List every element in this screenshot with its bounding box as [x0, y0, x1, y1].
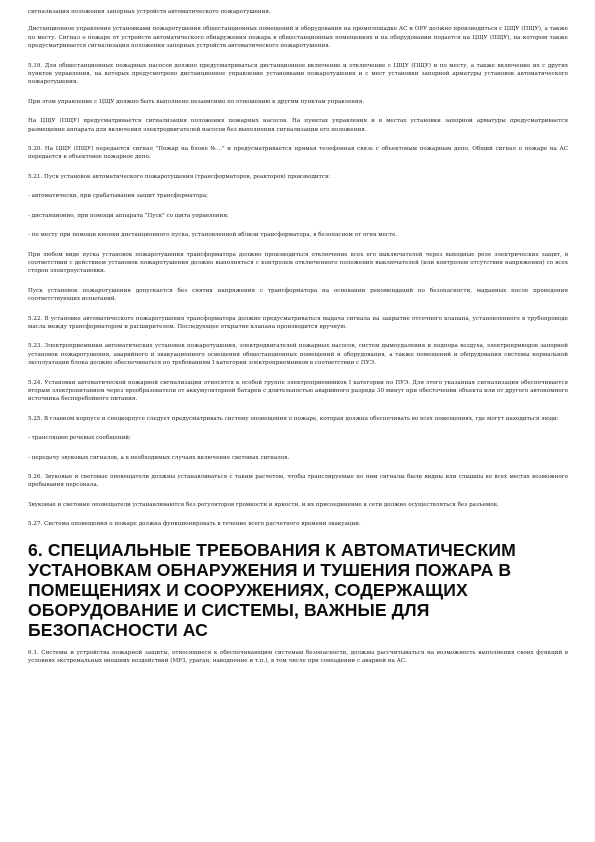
paragraph-5-27: 5.27. Система оповещения о пожаре должна функционировать в течение всего расчетного времени эвакуации.	[28, 521, 361, 528]
list-item-auto: - автоматически, при срабатывании защит трансформатора;	[28, 193, 208, 200]
paragraph-5-25: 5.25. В главном корпусе и спецкорпусе следует предусматривать систему оповещения о пожаре, которая должна обеспечивать во всех помещениях, где могут находиться люди:	[28, 415, 559, 422]
paragraph-5-24: 5.24. Установки автоматической пожарной сигнализации относятся к особой группе электроприемников I категории по ПУЭ. Для этого указанная сигнализация обеспечивается вторым электропитанием через преобразователи от аккумуляторной батареи с длительностью аварийного разряда 30 минут при обесточении объекта или от другого автономного источника бесперебойного питания.	[28, 379, 568, 403]
section-6-heading: 6. СПЕЦИАЛЬНЫЕ ТРЕБОВАНИЯ К АВТОМАТИЧЕСКИМ УСТАНОВКАМ ОБНАРУЖЕНИЯ И ТУШЕНИЯ ПОЖАРА В ПОМЕЩЕНИЯХ И СООРУЖЕНИЯХ, СОДЕРЖАЩИХ ОБОРУДОВАНИЕ И СИСТЕМЫ, ВАЖНЫЕ ДЛЯ БЕЗОПАСНОСТИ АС	[28, 539, 516, 640]
paragraph-6-1: 6.1. Системы и устройства пожарной защиты, относящиеся к обеспечивающим системам безопасности, должны рассчитываться на возможность выполнения своих функций в условиях экстремальных внешних воздействий (МРЗ, ураган, наводнение и т.п.), в том числе при совпадении с аварией на АС.	[28, 649, 568, 665]
list-item-signals: - передачу звуковых сигналов, а в необходимых случаях включение световых сигналов.	[28, 454, 290, 461]
paragraph-5-22: 5.22. В установке автоматического пожаротушения трансформатора должно предусматриваться выдача сигнала на закрытие отсечного клапана, установленного в трубопроводе масла между трансформатором и расширителем. Последующее открытие клапана производится вручную.	[28, 315, 568, 330]
paragraph-8: Звуковые и световые оповещатели устанавливаются без регуляторов громкости и яркости, и их присоединение к сети должно осуществляться без разъемов.	[28, 501, 499, 508]
paragraph-5-20: 5.20. На ЦЩУ (ПЩУ) передается сигнал "Пожар на блоке №..." и предусматривается прямая телефонная связь с объектовым пожарным депо. Общий сигнал о пожаре на АС передается в объектовое пожарное депо.	[28, 146, 568, 161]
document-page	[28, 8, 568, 676]
paragraph-5-19: 5.19. Для общестанционных пожарных насосов должно предусматриваться дистанционное включение и отключение с ЦЩУ (ПЩУ) и по месту, а также включение их с других пунктов управления, на которых предусмотрено дистанционное управление установками пожаротушения и с мест установки запорной арматуры установок автоматического пожаротушения.	[28, 62, 568, 86]
paragraph-6: При любом виде пуска установок пожаротушения трансформатора должно производиться отключение всех его выключателей через выходные реле электрических защит, в соответствии с действием установок пожаротушения должно выполняться с контролем отключенного положения выключателей (или контролем отсутствия напряжения) со всех сторон электроустановки.	[28, 251, 568, 275]
paragraph-1: сигнализация положения запорных устройств автоматического пожаротушения.	[28, 9, 271, 15]
paragraph-2: Дистанционное управление установками пожаротушения общестанционных помещений и оборудования на промплощадке АС и ОРУ должно производиться с ЦЩУ (ПЩУ), а также по месту. Сигнал о пожаре от устройств автоматического обнаружения пожара в общестанционных помещениях и на оборудовании подается на ЦЩУ (ПЩУ), на котором также предусматривается сигнализация положения запорных устройств автоматического пожаротушения.	[28, 26, 568, 50]
paragraph-5-26: 5.26. Звуковые и световые оповещатели должны устанавливаться с таким расчетом, чтобы транслируемые по ним сигналы были видны или слышны во всех местах возможного пребывания персонала.	[28, 474, 568, 489]
list-item-local: - по месту при помощи кнопки дистанционного пуска, установленной вблизи трансформатора, в безопасном от огня месте.	[28, 232, 398, 239]
list-item-remote: - дистанционно, при помощи аппарата "Пуск" со щита управления;	[28, 212, 229, 219]
paragraph-5-21: 5.21. Пуск установок автоматического пожаротушения (трансформаторов, реакторов) производится:	[28, 173, 331, 180]
paragraph-5-23: 5.23. Электроприемники автоматических установок пожаротушения, электродвигателей пожарных насосов, систем дымоудаления и подпора воздуха, электроприводов запорной установок пожаротушения, аварийного и эвакуационного освещения общестанционных помещений и оборудования, а также помещений и оборудования системы нормальной эксплуатации блока должно обеспечиваться по требованиям I категории электроприемников в соответствии с ПУЭ.	[28, 343, 568, 367]
list-item-speech: - трансляцию речевых сообщений;	[28, 435, 131, 442]
paragraph-4: На ЦЩУ (ПЩУ) предусматривается сигнализация положения пожарных насосов. На пунктах управления и в местах установки запорной арматуры предусматривается размещение аппарата для включения электродвигателей насосов без выполнения сигнализации его положения.	[28, 118, 568, 133]
paragraph-3: При этом управление с ЦЩУ должно быть выполнено независимо по отношению к другим пунктам управления.	[28, 98, 365, 105]
paragraph-7: Пуск установок пожаротушения допускается без снятия напряжения с трансформатора на основании рекомендаций по безопасности, выданных после проведения соответствующих испытаний.	[28, 287, 568, 303]
